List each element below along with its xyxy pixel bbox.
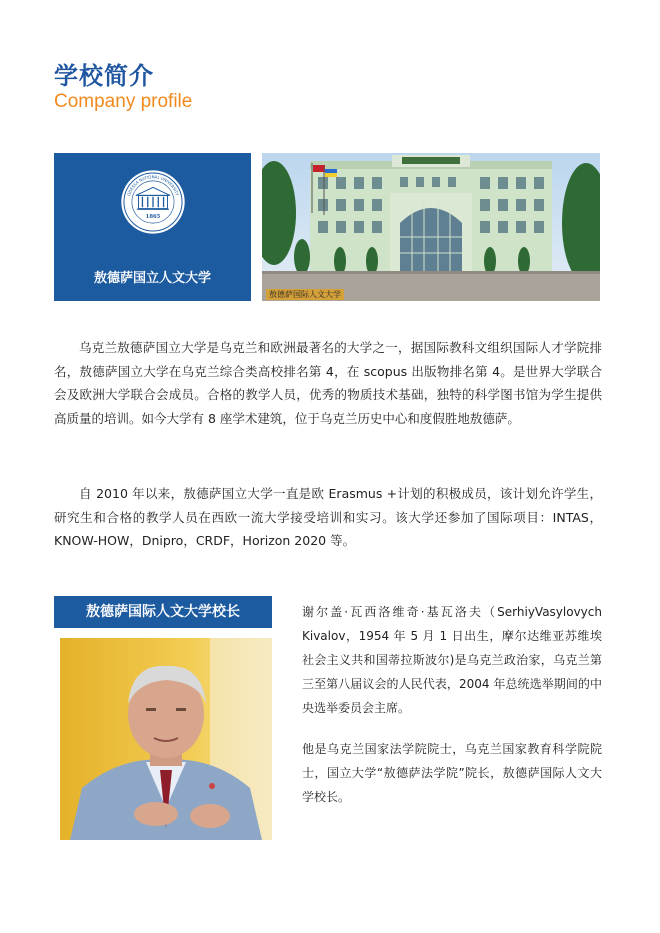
president-portrait (60, 638, 272, 840)
president-portrait-illustration (60, 638, 272, 840)
intro-paragraph-2: 自 2010 年以来，敖德萨国立大学一直是欧 Erasmus +计划的积极成员，该计划允许学生，研究生和合格的教学人员在西欧一流大学接受培训和实习。该大学还参加了国际项目：INTAS，KNOW-HOW，Dnipro，CRDF，Horizon 2020 等。 (54, 486, 602, 548)
svg-text:ODESSA NATIONAL UNIVERSITY: ODESSA NATIONAL UNIVERSITY (126, 174, 180, 197)
university-name: 敖德萨国立人文大学 (93, 271, 211, 286)
page-title: 学校简介 (54, 62, 154, 90)
page-subtitle: Company profile (54, 91, 193, 112)
president-bio-paragraph-1: 谢尔盖·瓦西洛维奇·基瓦洛夫（SerhiyVasylovych Kivalov，1954 年 5 月 1 日出生，摩尔达维亚苏维埃社会主义共和国蒂拉斯波尔)是乌克兰政治家，乌克兰第三至第八届议会的人民代表，2004 年总统选举期间的中央选举委员会主席。 (302, 605, 602, 715)
president-bio-paragraph-2: 他是乌克兰国家法学院院士，乌克兰国家教育科学院院士，国立大学“敖德萨法学院”院长，敖德萨国际人文大学校长。 (302, 742, 602, 804)
svg-text:1865: 1865 (145, 213, 161, 220)
building-illustration (262, 153, 600, 301)
university-logo-panel (54, 153, 251, 301)
university-building-photo (262, 153, 600, 301)
intro-paragraph-1: 乌克兰敖德萨国立大学是乌克兰和欧洲最著名的大学之一，据国际教科文组织国际人才学院排名，敖德萨国立大学在乌克兰综合类高校排名第 4，在 scopus 出版物排名第 4。是世界大学联合会及欧洲大学联合会成员。合格的教学人员，优秀的物质技术基础，独特的科学图书馆为学生提供高质量的培训。如今大学有 8 座学术建筑，位于乌克兰历史中心和度假胜地敖德萨。 (54, 340, 602, 426)
photo-caption: 敖德萨国际人文大学 (266, 289, 344, 300)
president-section-title: 敖德萨国际人文大学校长 (54, 596, 272, 628)
university-seal-logo (120, 169, 186, 235)
